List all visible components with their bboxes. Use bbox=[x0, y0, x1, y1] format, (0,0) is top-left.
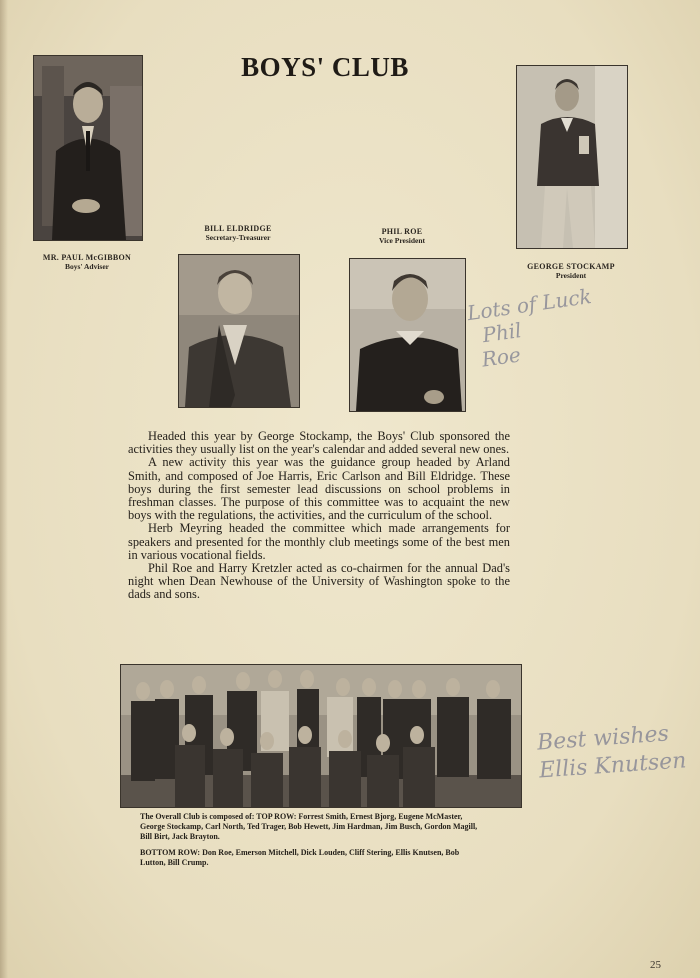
secretary-name: BILL ELDRIDGE bbox=[204, 224, 272, 233]
group-photo-caption bbox=[140, 812, 478, 874]
adviser-portrait-image bbox=[34, 56, 142, 240]
secretary-caption bbox=[170, 224, 306, 242]
group-photo bbox=[120, 664, 522, 808]
paragraph: Headed this year by George Stockamp, the Boys' Club sponsored the activities they usually list on the year's calendar and added several new ones. bbox=[128, 429, 510, 457]
paragraph: Herb Meyring headed the committee which made arrangements for speakers and presented for the monthly club meetings some of the best men in various vocational fields. bbox=[128, 521, 510, 562]
vice-president-name: PHIL ROE bbox=[381, 227, 423, 236]
adviser-role: Boys' Adviser bbox=[65, 262, 109, 271]
page-number: 25 bbox=[650, 959, 661, 971]
adviser-name: MR. PAUL McGIBBON bbox=[42, 253, 132, 262]
caption-bottom-row: BOTTOM ROW: Don Roe, Emerson Mitchell, Dick Louden, Cliff Stering, Ellis Knutsen, Bob Lutton, Bill Crump. bbox=[140, 848, 460, 867]
secretary-role: Secretary-Treasurer bbox=[205, 233, 271, 242]
paragraph: A new activity this year was the guidance group headed by Arland Smith, and composed of Joe Harris, Eric Carlson and Bill Eldridge. These boys during the first semester lead discussions on school problems in freshman classes. The purpose of this committee was to acquaint the new boys with the regulations, the activities, and the curriculum of the school. bbox=[128, 455, 510, 523]
handwritten-note-ellis bbox=[536, 718, 700, 785]
handwriting-line: Lots of Luck bbox=[465, 283, 594, 326]
secretary-photo bbox=[178, 254, 300, 408]
secretary-portrait-image bbox=[179, 255, 299, 407]
handwriting-line: Best wishes bbox=[536, 721, 670, 756]
president-caption bbox=[505, 262, 637, 280]
president-role: President bbox=[555, 271, 587, 280]
article-body bbox=[128, 430, 510, 602]
binding-shadow bbox=[0, 0, 8, 978]
adviser-photo bbox=[33, 55, 143, 241]
president-portrait-image bbox=[517, 66, 627, 248]
handwriting-line: Roe bbox=[480, 342, 523, 372]
vice-president-photo bbox=[349, 258, 466, 412]
caption-top-row: The Overall Club is composed of: TOP ROW: Forrest Smith, Ernest Bjorg, Eugene McMaster, George Stockamp, Carl North, Ted Trager, Bob Hewett, Jim Hardman, Jim Busch, Gordon Magill, Bill Birt, Jack Brayton. bbox=[140, 812, 478, 841]
president-photo bbox=[516, 65, 628, 249]
vice-president-role: Vice President bbox=[378, 236, 426, 245]
president-name: GEORGE STOCKAMP bbox=[527, 262, 615, 271]
group-photo-image bbox=[121, 665, 521, 807]
handwriting-line: Phil bbox=[480, 318, 523, 348]
adviser-caption bbox=[24, 253, 150, 271]
vice-president-portrait-image bbox=[350, 259, 465, 411]
page-title: BOYS' CLUB bbox=[241, 52, 409, 82]
handwritten-note-phil bbox=[466, 283, 605, 372]
vice-president-caption bbox=[352, 227, 452, 245]
handwriting-line: Ellis Knutsen bbox=[538, 748, 688, 784]
paragraph: Phil Roe and Harry Kretzler acted as co-chairmen for the annual Dad's night when Dean Newhouse of the University of Washington spoke to the dads and sons. bbox=[128, 561, 510, 602]
